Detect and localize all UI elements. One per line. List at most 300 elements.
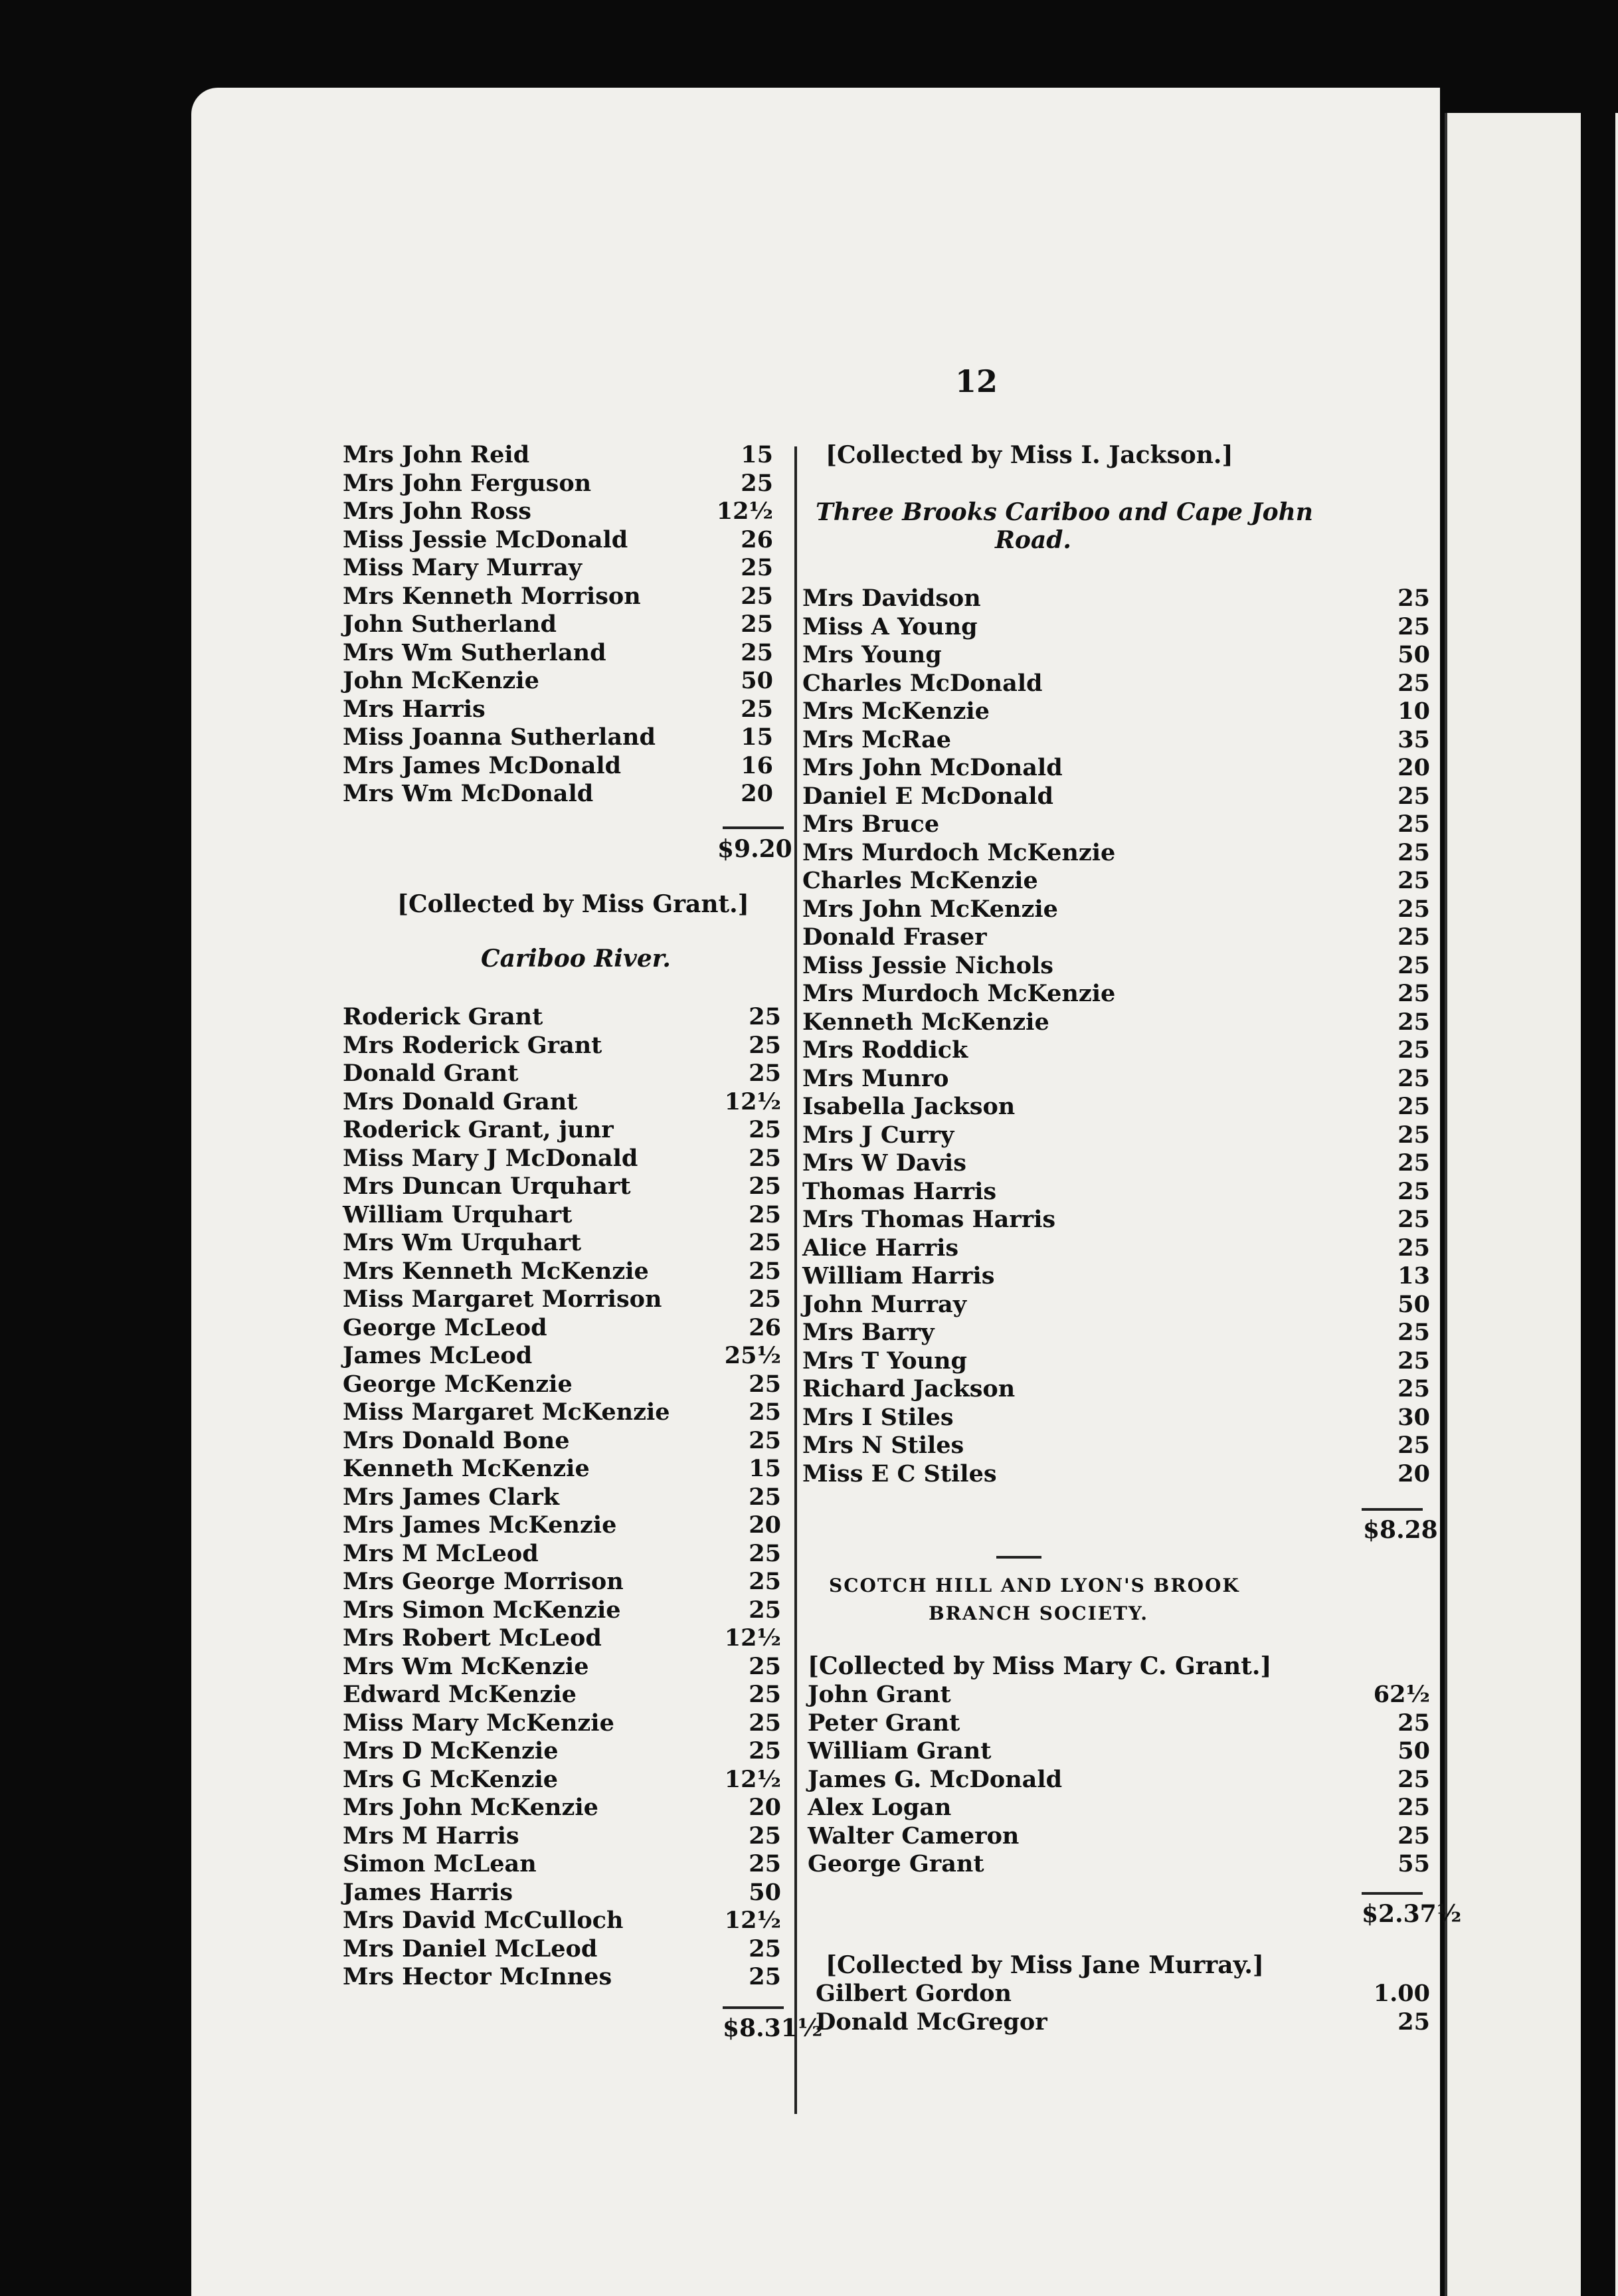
list-item-amount: 15 [749,1455,781,1482]
list-item [343,1060,781,1088]
list-item-amount: 25 [741,611,773,638]
list-item [343,611,781,639]
list-item-amount: 25 [1397,782,1430,810]
list-item [802,952,1430,981]
list-item-amount: 25 [749,1483,781,1511]
list-item-amount: 50 [741,667,773,694]
list-item [802,1404,1430,1432]
list-item [802,1065,1430,1094]
list-item-amount: 20 [749,1511,781,1539]
list-item-amount: 25 [749,1286,781,1313]
list-item-name: Mrs Hector McInnes [343,1963,612,1990]
list-item [343,583,781,611]
list-item-amount: 25 [749,1935,781,1962]
list-item-name: Mrs Roddick [802,1036,968,1064]
list-item [343,1737,781,1766]
list-item-amount: 1.00 [1373,1980,1430,2007]
list-item [808,1850,1430,1879]
list-item-amount: 25 [749,1257,781,1285]
list-item-amount: 50 [1397,1737,1430,1765]
list-item-amount: 50 [1397,641,1430,668]
list-item [802,1375,1430,1404]
list-item-amount: 20 [1397,1460,1430,1487]
list-item [343,1850,781,1879]
list-item-amount: 25 [749,1652,781,1680]
list-item [343,1879,781,1907]
list-item [343,526,781,555]
list-item-amount: 25 [749,1173,781,1200]
list-item-name: Miss Mary Murray [343,554,583,581]
list-item-name: Mrs W Davis [802,1149,966,1177]
list-item-amount: 25 [749,1539,781,1567]
list-item [343,1116,781,1145]
list-item-amount: 25 [1397,1234,1430,1262]
list-item-name: Daniel E McDonald [802,782,1054,810]
list-item [802,1234,1430,1263]
list-item-amount: 25 [749,1370,781,1398]
left-total-rule-b [723,2006,784,2009]
list-item-name: Thomas Harris [802,1177,997,1205]
list-item-amount: 25 [741,638,773,666]
list-item-amount: 25 [741,554,773,581]
list-item [802,839,1430,868]
list-item-name: James G. McDonald [808,1765,1063,1793]
list-item-amount: 25 [1397,1177,1430,1205]
list-item-name: Mrs Barry [802,1319,935,1346]
list-item [343,1681,781,1709]
list-item [343,667,781,696]
list-item-name: Donald McGregor [816,2008,1047,2036]
list-item-name: William Harris [802,1262,995,1290]
list-item-name: Mrs M McLeod [343,1539,539,1567]
list-item [343,1398,781,1427]
list-item [802,1036,1430,1065]
list-item-name: Miss Jessie McDonald [343,526,628,553]
list-item-amount: 12½ [724,1765,781,1793]
list-item-name: Alex Logan [808,1794,952,1821]
list-item-amount: 25 [741,469,773,497]
list-item [343,1088,781,1117]
list-item-name: Mrs Munro [802,1064,949,1092]
list-item-amount: 12½ [724,1907,781,1934]
list-item-name: Mrs Thomas Harris [802,1206,1056,1233]
left-total-rule-a [723,826,784,829]
right-society-line1: SCOTCH HILL AND LYON'S BROOK [829,1575,1240,1596]
page-number: 12 [955,363,998,399]
list-item [343,723,781,752]
right-column-a [802,585,1430,1488]
list-item-amount: 25 [1397,1149,1430,1177]
list-item [343,1342,781,1371]
list-item-name: Mrs D McKenzie [343,1737,559,1765]
list-item-amount: 25 [1397,1008,1430,1036]
list-item-name: Miss Jessie Nichols [802,951,1054,979]
list-item-amount: 25 [749,1144,781,1172]
list-item-amount: 55 [1397,1850,1430,1877]
list-item-name: Mrs Wm McDonald [343,780,594,807]
right-place-a-line2: Road. [995,526,1071,554]
list-item [343,1371,781,1399]
list-item-name: Mrs T Young [802,1347,967,1375]
left-total-b: $8.31½ [723,2014,823,2042]
left-column-b [343,1003,781,1992]
list-item [343,1653,781,1681]
right-total-a: $8.28 [1363,1516,1438,1544]
right-list-a [802,585,1430,1488]
list-item-amount: 15 [741,723,773,751]
list-item-name: Mrs Murdoch McKenzie [802,980,1116,1007]
list-item-name: Mrs David McCulloch [343,1907,624,1934]
list-item-name: Mrs McKenzie [802,698,990,725]
list-item-amount: 25 [1397,1822,1430,1850]
list-item-name: Mrs John Ferguson [343,469,592,497]
list-item-name: Mrs John McDonald [802,754,1063,781]
left-place-b: Cariboo River. [481,945,671,973]
list-item [343,1794,781,1822]
left-total-a: $9.20 [717,835,792,863]
list-item-amount: 25 [1397,1206,1430,1233]
list-item [343,696,781,724]
list-item [343,1540,781,1569]
list-item-amount: 25 [1397,2008,1430,2036]
list-item-amount: 25 [741,695,773,723]
list-item-amount: 15 [741,441,773,468]
list-item [802,1008,1430,1037]
right-list-b [808,1681,1430,1879]
list-item-name: Mrs I Stiles [802,1403,954,1431]
list-item [343,1173,781,1201]
list-item [802,1121,1430,1150]
list-item-amount: 12½ [724,1624,781,1652]
list-item-amount: 25 [749,1116,781,1143]
list-item [816,1980,1430,2008]
list-item-amount: 25 [1397,613,1430,640]
list-item [802,867,1430,896]
list-item [802,1206,1430,1234]
list-item [343,1032,781,1060]
list-item-amount: 25 [1397,1121,1430,1149]
list-item [343,1766,781,1794]
list-item-name: Donald Fraser [802,923,987,951]
list-item [343,1963,781,1992]
list-item-name: Mrs Young [802,641,942,668]
list-item [802,641,1430,670]
list-item [343,1201,781,1230]
list-item [802,811,1430,839]
list-item-name: Mrs Murdoch McKenzie [802,838,1116,866]
list-item-amount: 25 [1397,1375,1430,1402]
list-item [802,1347,1430,1376]
list-item [343,1229,781,1258]
list-item [343,1145,781,1173]
list-item-name: Gilbert Gordon [816,1980,1012,2007]
list-item [808,1794,1430,1822]
list-item-name: George McKenzie [343,1370,573,1398]
document-page [191,88,1462,2296]
list-item-name: James Harris [343,1878,513,1906]
list-item-name: Richard Jackson [802,1375,1016,1402]
list-item [343,1935,781,1964]
list-item-name: Miss Margaret McKenzie [343,1398,670,1426]
list-item-amount: 25 [749,1568,781,1595]
list-item-amount: 20 [749,1794,781,1821]
list-item-amount: 25 [749,1426,781,1454]
list-item-amount: 25 [1397,811,1430,838]
list-item-name: Isabella Jackson [802,1093,1016,1120]
list-item-name: Kenneth McKenzie [343,1455,590,1482]
list-item [343,1596,781,1625]
list-item-name: Walter Cameron [808,1822,1020,1850]
list-item [802,613,1430,642]
list-item-name: Mrs George Morrison [343,1568,624,1595]
list-item-name: Roderick Grant, junr [343,1116,614,1143]
list-item-name: George Grant [808,1850,984,1877]
list-item-amount: 25 [1397,1064,1430,1092]
list-item-name: Mrs Harris [343,695,486,723]
list-item [343,1483,781,1512]
list-item [343,1455,781,1483]
list-item-name: Mrs Donald Bone [343,1426,570,1454]
list-item [802,1319,1430,1347]
list-item-name: Mrs Wm Urquhart [343,1229,582,1256]
scan-background-top [996,0,1615,80]
list-item-amount: 20 [741,780,773,807]
list-item [343,441,781,470]
list-item-amount: 25 [1397,1765,1430,1793]
list-item-amount: 25 [749,1060,781,1087]
column-divider [794,446,797,2114]
right-total-rule-b [1362,1892,1423,1895]
right-column-c [816,1980,1430,2036]
list-item [343,1907,781,1935]
list-item-name: Peter Grant [808,1709,960,1737]
right-total-b: $2.37½ [1362,1900,1462,1928]
list-item-name: Mrs Wm Sutherland [343,638,606,666]
list-item [343,1427,781,1456]
list-item [802,1291,1430,1319]
left-list-a [343,441,781,809]
list-item-name: Mrs M Harris [343,1822,519,1850]
list-item [343,470,781,498]
list-item-name: Mrs John McKenzie [802,895,1058,923]
list-item-name: William Grant [808,1737,992,1765]
list-item-amount: 10 [1397,698,1430,725]
list-item-name: Mrs Daniel McLeod [343,1935,598,1962]
list-item-amount: 13 [1397,1262,1430,1290]
list-item [343,639,781,668]
list-item-name: Mrs Donald Grant [343,1088,578,1115]
right-total-rule-a [1362,1508,1423,1511]
list-item-name: John Grant [808,1681,951,1708]
right-list-c [816,1980,1430,2036]
right-place-a-line1: Three Brooks Cariboo and Cape John [816,498,1313,526]
list-item [802,754,1430,783]
list-item-amount: 16 [741,751,773,779]
list-item-amount: 62½ [1373,1681,1430,1708]
right-column-b [808,1681,1430,1879]
list-item [808,1822,1430,1851]
list-item-name: Mrs Roderick Grant [343,1031,602,1059]
list-item-name: Mrs McRae [802,725,951,753]
list-item-name: Mrs G McKenzie [343,1765,559,1793]
list-item-amount: 25 [1397,980,1430,1007]
list-item-amount: 26 [749,1313,781,1341]
list-item [343,1709,781,1738]
list-item-name: Alice Harris [802,1234,959,1262]
list-item-name: Mrs John Ross [343,498,531,525]
list-item [343,1568,781,1596]
list-item [802,670,1430,698]
list-item-name: Mrs Bruce [802,811,940,838]
left-list-b [343,1003,781,1992]
list-item-name: Charles McKenzie [802,867,1038,894]
list-item [802,896,1430,924]
list-item-amount: 35 [1397,725,1430,753]
list-item-amount: 25 [749,1850,781,1877]
left-column [343,441,781,809]
right-section-rule [996,1556,1041,1559]
list-item [343,1511,781,1540]
list-item-amount: 25 [1397,838,1430,866]
list-item-amount: 25 [1397,1432,1430,1459]
list-item-amount: 26 [741,526,773,553]
list-item [343,1003,781,1032]
list-item-name: Edward McKenzie [343,1681,577,1708]
list-item-name: Mrs Simon McKenzie [343,1596,621,1624]
list-item-amount: 25 [1397,1709,1430,1737]
list-item-name: Simon McLean [343,1850,537,1877]
list-item-amount: 25 [1397,1347,1430,1375]
list-item [808,1737,1430,1766]
list-item-name: Roderick Grant [343,1003,543,1030]
list-item-name: Mrs Kenneth McKenzie [343,1257,649,1285]
list-item [802,585,1430,613]
list-item-amount: 25 [1397,895,1430,923]
list-item [343,1286,781,1314]
list-item [343,554,781,583]
list-item [802,1093,1430,1121]
list-item-amount: 25 [1397,669,1430,697]
list-item [808,1681,1430,1709]
list-item-amount: 30 [1397,1403,1430,1431]
list-item [802,1262,1430,1291]
list-item-name: John Sutherland [343,611,557,638]
list-item-amount: 25½ [724,1342,781,1369]
list-item-name: John Murray [802,1290,967,1318]
list-item-amount: 25 [749,1398,781,1426]
list-item-amount: 25 [749,1003,781,1030]
list-item-amount: 25 [749,1229,781,1256]
list-item [802,1432,1430,1460]
list-item-name: Mrs Davidson [802,585,981,612]
list-item-name: Mrs James McDonald [343,751,622,779]
list-item-amount: 25 [749,1596,781,1624]
list-item [343,780,781,809]
list-item-name: Donald Grant [343,1060,519,1087]
list-item-amount: 12½ [724,1088,781,1115]
list-item [343,1624,781,1653]
list-item-name: Miss E C Stiles [802,1460,997,1487]
list-item-name: Mrs Wm McKenzie [343,1652,589,1680]
list-item-amount: 12½ [716,498,773,525]
list-item-amount: 25 [741,582,773,610]
list-item [343,498,781,526]
left-collector-b: [Collected by Miss Grant.] [397,890,749,918]
list-item-name: Mrs Duncan Urquhart [343,1173,631,1200]
list-item-name: John McKenzie [343,667,539,694]
list-item-name: Miss Joanna Sutherland [343,723,656,751]
list-item-name: Charles McDonald [802,669,1043,697]
list-item-name: Miss Mary McKenzie [343,1709,614,1737]
list-item [802,783,1430,811]
list-item-amount: 25 [1397,1036,1430,1064]
list-item [343,1822,781,1851]
list-item [802,1178,1430,1206]
list-item [802,1149,1430,1178]
list-item-amount: 25 [1397,867,1430,894]
list-item [808,1766,1430,1794]
list-item-name: Kenneth McKenzie [802,1008,1049,1036]
list-item-name: William Urquhart [343,1200,573,1228]
list-item [802,698,1430,726]
list-item-name: James McLeod [343,1342,533,1369]
list-item [816,2008,1430,2037]
list-item-amount: 25 [1397,923,1430,951]
list-item [802,1460,1430,1489]
list-item-name: Mrs J Curry [802,1121,954,1149]
list-item-amount: 25 [1397,951,1430,979]
list-item-name: Mrs John Reid [343,441,530,468]
list-item-amount: 25 [749,1963,781,1990]
list-item-amount: 25 [1397,1319,1430,1346]
list-item [808,1709,1430,1738]
list-item-name: Mrs N Stiles [802,1432,964,1459]
list-item [802,980,1430,1008]
list-item-name: Miss A Young [802,613,978,640]
list-item-name: Mrs James McKenzie [343,1511,617,1539]
list-item-amount: 25 [1397,1093,1430,1120]
list-item-amount: 50 [749,1878,781,1906]
list-item [802,923,1430,952]
list-item-amount: 25 [749,1031,781,1059]
list-item-name: Mrs Robert McLeod [343,1624,602,1652]
list-item-name: Miss Mary J McDonald [343,1144,638,1172]
list-item-amount: 25 [1397,585,1430,612]
list-item-amount: 25 [749,1822,781,1850]
list-item-amount: 50 [1397,1290,1430,1318]
list-item [343,1258,781,1286]
list-item-amount: 25 [749,1681,781,1708]
list-item [802,726,1430,755]
list-item-amount: 25 [749,1200,781,1228]
list-item-name: Mrs James Clark [343,1483,560,1511]
list-item [343,1314,781,1343]
list-item [343,752,781,781]
right-society-line2: BRANCH SOCIETY. [929,1602,1149,1624]
list-item-name: George McLeod [343,1313,547,1341]
list-item-name: Miss Margaret Morrison [343,1286,662,1313]
list-item-amount: 25 [749,1737,781,1765]
list-item-name: Mrs Kenneth Morrison [343,582,641,610]
right-collector-a: [Collected by Miss I. Jackson.] [826,441,1233,469]
scan-background-right [1581,0,1615,2296]
list-item-amount: 20 [1397,754,1430,781]
right-collector-c: [Collected by Miss Jane Murray.] [826,1951,1264,1979]
list-item-name: Mrs John McKenzie [343,1794,598,1821]
list-item-amount: 25 [1397,1794,1430,1821]
list-item-amount: 25 [749,1709,781,1737]
right-collector-b: [Collected by Miss Mary C. Grant.] [808,1652,1272,1680]
